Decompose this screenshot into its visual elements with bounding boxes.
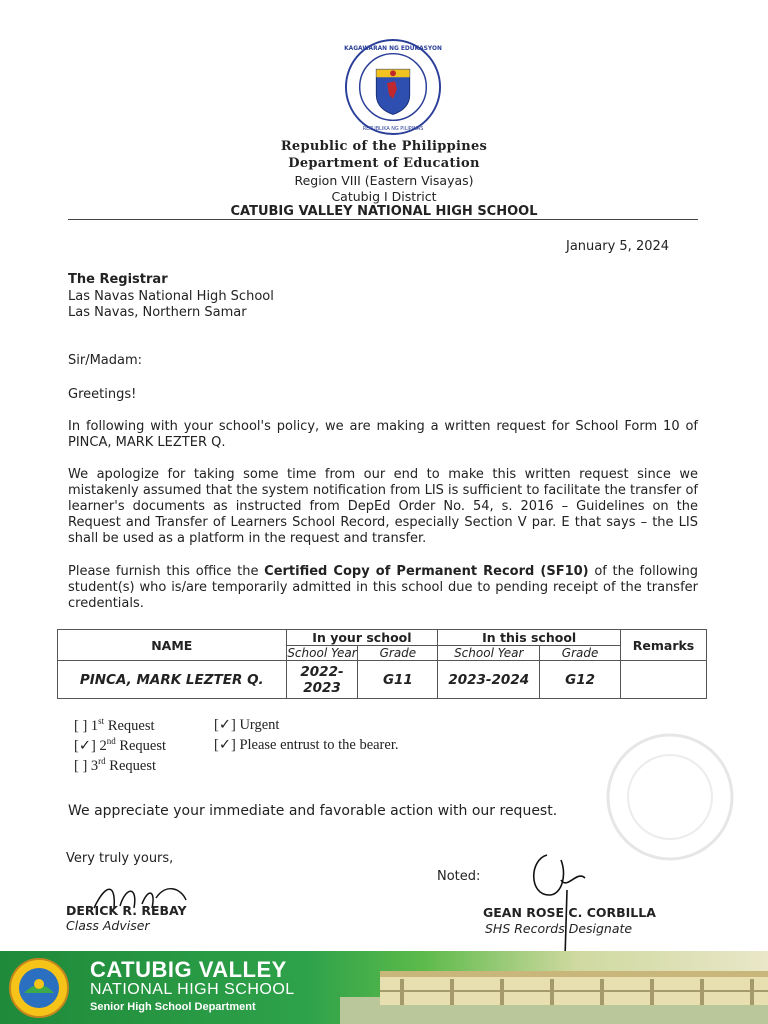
first-request-check[interactable]: [ ] 1st Request bbox=[74, 716, 155, 734]
student-record-table bbox=[57, 629, 707, 699]
sub-grade: Grade bbox=[358, 646, 438, 661]
bearer-check[interactable]: [✓] Please entrust to the bearer. bbox=[214, 737, 399, 753]
seal-text-top: KAGAWARAN NG EDUKASYON bbox=[344, 45, 442, 52]
recipient-title: The Registrar bbox=[68, 272, 168, 287]
seal-text-bottom: REPUBLIKA NG PILIPINAS bbox=[362, 126, 424, 133]
republic-line: Republic of the Philippines bbox=[280, 139, 488, 154]
recipient-school: Las Navas National High School bbox=[68, 289, 274, 304]
school-logo-icon bbox=[8, 957, 70, 1019]
records-title: SHS Records Designate bbox=[485, 921, 633, 936]
recipient-address: Las Navas, Northern Samar bbox=[68, 305, 247, 320]
letter-date: January 5, 2024 bbox=[566, 239, 670, 254]
school-building-image bbox=[340, 957, 768, 1024]
school-name: CATUBIG VALLEY NATIONAL HIGH SCHOOL bbox=[230, 204, 538, 219]
group-this-school: In this school bbox=[438, 630, 621, 646]
col-name: NAME bbox=[58, 630, 287, 661]
closing-paragraph: We appreciate your immediate and favorable action with our request. bbox=[68, 803, 558, 819]
noted-label: Noted: bbox=[437, 869, 481, 884]
header-divider bbox=[68, 219, 698, 220]
deped-seal bbox=[344, 38, 442, 136]
this-grade: G12 bbox=[540, 661, 621, 699]
student-name: PINCA, MARK LEZTER Q. bbox=[58, 661, 287, 699]
greeting: Greetings! bbox=[68, 387, 137, 402]
group-your-school: In your school bbox=[286, 630, 438, 646]
urgent-check[interactable]: [✓] Urgent bbox=[214, 717, 280, 733]
banner-title: CATUBIG VALLEY bbox=[90, 957, 287, 982]
paragraph-request: In following with your school's policy, we are making a written request for School Form 10 of PINCA, MARK LEZTER Q. bbox=[68, 419, 698, 450]
adviser-name: DERICK R. REBAY bbox=[66, 903, 187, 918]
records-name: GEAN ROSE C. CORBILLA bbox=[483, 905, 656, 920]
salutation: Sir/Madam: bbox=[68, 353, 143, 368]
department-line: Department of Education bbox=[288, 156, 480, 171]
table-row bbox=[58, 661, 707, 699]
banner-subtitle: NATIONAL HIGH SCHOOL bbox=[90, 981, 295, 998]
third-request-check[interactable]: [ ] 3rd Request bbox=[74, 756, 157, 774]
col-remarks: Remarks bbox=[621, 630, 707, 661]
paragraph-apology: We apologize for taking some time from our end to make this written request since we mistakenly assumed that the system notification from LIS is sufficient to facilitate the transfer of learner's documents as instructed from DepEd Order No. 54, s. 2016 – Guidelines on the Request and Transfer of Learners School Record, especially Section V par. E that says – the LIS shall be used as a platform in the request and transfer. bbox=[68, 467, 698, 546]
closing-phrase: Very truly yours, bbox=[66, 851, 174, 866]
sub-school-year: School Year bbox=[287, 646, 357, 660]
school-stamp bbox=[600, 727, 740, 867]
this-school-year: 2023-2024 bbox=[438, 661, 540, 699]
school-banner bbox=[0, 951, 768, 1024]
sf10-label: Certified Copy of Permanent Record (SF10) bbox=[264, 564, 589, 579]
sub-grade: Grade bbox=[540, 646, 621, 661]
remarks-cell bbox=[621, 661, 707, 699]
district-line: Catubig I District bbox=[331, 189, 437, 204]
sub-school-year: School Year bbox=[438, 646, 540, 661]
your-school-year: 2022-2023 bbox=[286, 661, 358, 699]
adviser-title: Class Adviser bbox=[66, 918, 150, 933]
paragraph-furnish: Please furnish this office the Certified Copy of Permanent Record (SF10) of the following student(s) who is/are temporarily admitted in this school due to pending receipt of the transfer credentials. bbox=[68, 564, 698, 611]
second-request-check[interactable]: [✓] 2nd Request bbox=[74, 736, 167, 754]
banner-department: Senior High School Department bbox=[90, 1001, 256, 1013]
your-grade: G11 bbox=[358, 661, 438, 699]
region-line: Region VIII (Eastern Visayas) bbox=[294, 173, 474, 188]
